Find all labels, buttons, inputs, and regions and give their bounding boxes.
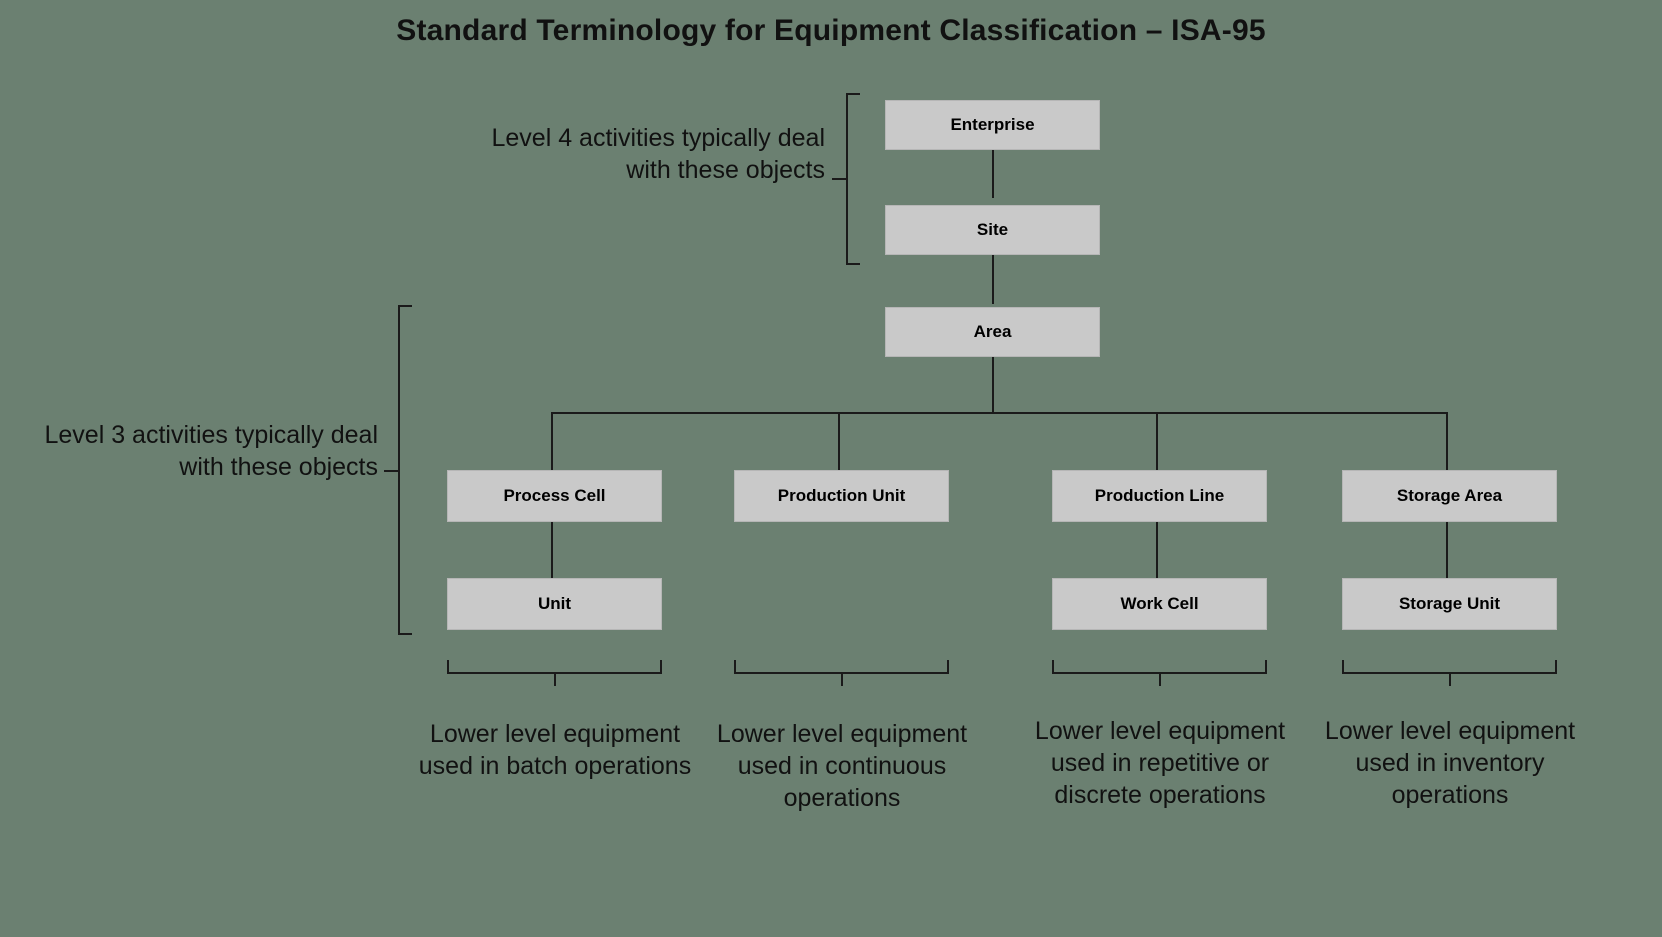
node-work-cell[interactable] <box>1052 578 1267 630</box>
bracket-repetitive <box>1052 660 1267 674</box>
annotation-level-3: Level 3 activities typically deal with these objects <box>44 421 378 481</box>
annotation-batch: Lower level equipment used in batch operations <box>418 720 692 780</box>
connector-bus-production-line <box>1156 412 1158 470</box>
bracket-batch <box>447 660 662 674</box>
bracket-level-4-tick <box>832 178 846 180</box>
page-title: Standard Terminology for Equipment Classification – ISA-95 <box>396 14 1266 47</box>
node-production-line-label: Production Line <box>1094 486 1225 505</box>
node-site[interactable] <box>885 205 1100 255</box>
node-process-cell-label: Process Cell <box>503 486 606 505</box>
node-storage-unit[interactable] <box>1342 578 1557 630</box>
node-unit[interactable] <box>447 578 662 630</box>
annotation-level-4: Level 4 activities typically deal with these objects <box>491 124 825 184</box>
connector-storage-area-storage-unit <box>1446 522 1448 578</box>
bracket-level-4 <box>846 93 860 265</box>
node-process-cell[interactable] <box>447 470 662 522</box>
node-storage-area[interactable] <box>1342 470 1557 522</box>
node-enterprise[interactable] <box>885 100 1100 150</box>
bracket-continuous <box>734 660 949 674</box>
connector-enterprise-site <box>992 148 994 198</box>
node-enterprise-label: Enterprise <box>950 115 1035 134</box>
connector-site-area <box>992 253 994 304</box>
node-production-line[interactable] <box>1052 470 1267 522</box>
bracket-inventory-stem <box>1449 674 1451 686</box>
connector-bus-storage-area <box>1446 412 1448 470</box>
bracket-repetitive-stem <box>1159 674 1161 686</box>
node-work-cell-label: Work Cell <box>1120 594 1199 613</box>
bracket-continuous-stem <box>841 674 843 686</box>
node-production-unit-label: Production Unit <box>777 486 906 505</box>
annotation-continuous: Lower level equipment used in continuous operations <box>716 720 968 812</box>
bracket-level-3 <box>398 305 412 635</box>
node-storage-unit-label: Storage Unit <box>1398 594 1501 613</box>
annotation-inventory: Lower level equipment used in inventory operations <box>1324 717 1576 809</box>
connector-bus <box>551 412 1448 414</box>
bracket-inventory <box>1342 660 1557 674</box>
connector-process-cell-unit <box>551 522 553 578</box>
connector-bus-process-cell <box>551 412 553 470</box>
node-site-label: Site <box>976 220 1009 239</box>
node-unit-label: Unit <box>537 594 572 613</box>
node-production-unit[interactable] <box>734 470 949 522</box>
node-area[interactable] <box>885 307 1100 357</box>
node-storage-area-label: Storage Area <box>1396 486 1503 505</box>
node-area-label: Area <box>973 322 1012 341</box>
connector-production-line-work-cell <box>1156 522 1158 578</box>
connector-area-bus <box>992 357 994 413</box>
bracket-level-3-tick <box>384 470 398 472</box>
connector-bus-production-unit <box>838 412 840 470</box>
bracket-batch-stem <box>554 674 556 686</box>
annotation-repetitive: Lower level equipment used in repetitive or discrete operations <box>1034 717 1286 809</box>
